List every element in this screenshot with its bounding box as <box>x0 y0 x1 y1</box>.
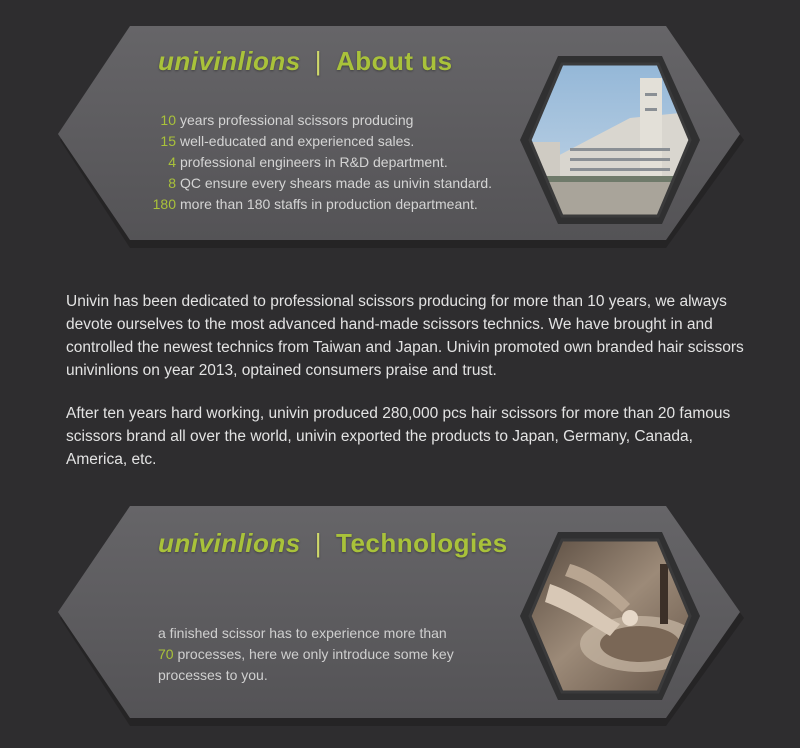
about-title <box>158 46 453 77</box>
brand-name: univinlions <box>158 46 301 76</box>
stat-number: 180 <box>152 196 176 212</box>
title-separator: | <box>314 528 322 558</box>
stat-row <box>140 131 492 152</box>
stat-row <box>140 194 492 215</box>
stat-row <box>140 152 492 173</box>
brand-name: univinlions <box>158 528 301 558</box>
description-paragraph-1: Univin has been dedicated to professional scissors producing for more than 10 years, we always devote ourselves to the most advanced hand-made scissors technics. We have brought in and controlled the newest technics from Taiwan and Japan. Univin promoted own branded hair scissors univinlions on year 2013, optained consumers praise and trust. <box>66 293 744 379</box>
company-description <box>66 290 756 491</box>
stat-text: QC ensure every shears made as univin standard. <box>180 175 493 191</box>
stat-text: professional engineers in R&D department. <box>180 154 448 170</box>
stat-number: 10 <box>160 112 176 128</box>
title-separator: | <box>314 46 322 76</box>
technologies-intro <box>158 623 458 686</box>
intro-process-count: 70 <box>158 646 174 662</box>
about-stats <box>140 110 492 215</box>
technologies-title <box>158 528 508 559</box>
stat-text: more than 180 staffs in production departmeant. <box>180 196 478 212</box>
technologies-heading: Technologies <box>336 528 508 558</box>
stat-row <box>140 110 492 131</box>
factory-building-photo <box>510 48 710 228</box>
intro-text-after: processes, here we only introduce some key processes to you. <box>158 646 454 683</box>
stat-row <box>140 173 492 194</box>
stat-text: years professional scissors producing <box>180 112 414 128</box>
description-paragraph-2: After ten years hard working, univin produced 280,000 pcs hair scissors for more than 20 famous scissors brand all over the world, univin exported the products to Japan, Germany, Canada, America, etc. <box>66 405 731 468</box>
stat-text: well-educated and experienced sales. <box>180 133 415 149</box>
stat-number: 15 <box>160 133 176 149</box>
technologies-banner <box>0 504 800 726</box>
intro-text-before: a finished scissor has to experience more than <box>158 625 447 641</box>
craftsman-workshop-photo <box>510 524 710 704</box>
stat-number: 4 <box>168 154 176 170</box>
about-heading: About us <box>336 46 453 76</box>
stat-number: 8 <box>168 175 176 191</box>
about-banner <box>0 24 800 248</box>
